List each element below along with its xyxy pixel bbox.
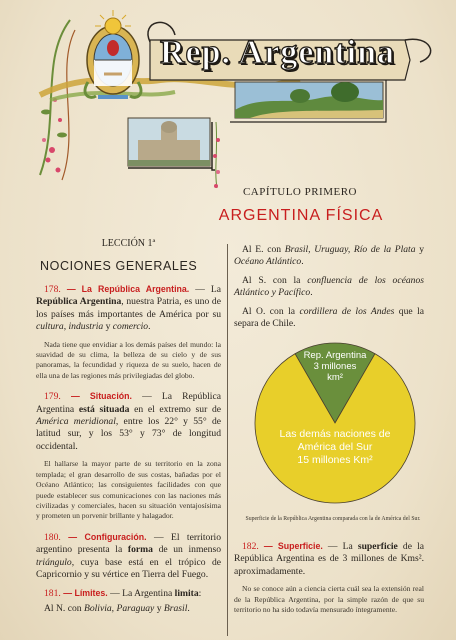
- text: — La Argentina: [107, 588, 175, 600]
- limit-east: [234, 244, 424, 269]
- text: que la separa de Chile.: [234, 305, 425, 330]
- limit-north: [36, 603, 221, 615]
- text: de la República Argentina es de 3 millones de Kms². aproximadamente.: [234, 541, 424, 577]
- text: :: [198, 588, 202, 600]
- paragraph-heading: — Situación.: [70, 391, 132, 402]
- ornamental-banner-art: [0, 0, 456, 190]
- paragraph-178: [36, 283, 221, 334]
- slice-label-argentina: [252, 350, 418, 383]
- bold-text: limita: [174, 588, 199, 600]
- right-column-lower: [234, 540, 424, 624]
- text: — La: [322, 541, 358, 552]
- text: — La: [189, 284, 221, 295]
- text: Al N. con: [44, 602, 84, 614]
- lesson-label: LECCIÓN 1ª: [101, 238, 156, 249]
- bold-text: está situada: [78, 403, 130, 415]
- paragraph-number: 182.: [242, 541, 259, 552]
- paragraph-number: 180.: [44, 531, 61, 543]
- text: ,: [63, 321, 69, 333]
- italic-text: industria: [68, 321, 104, 333]
- bold-text: República Argentina: [36, 296, 122, 308]
- text: .: [301, 256, 304, 268]
- paragraph-182: [234, 540, 424, 578]
- italic-text: cultura: [36, 321, 64, 333]
- slice-label-line: América del Sur: [297, 441, 373, 453]
- paragraph-heading: — Límites.: [63, 588, 108, 599]
- slice-label-line: km²: [327, 372, 343, 383]
- right-column: [234, 244, 424, 336]
- text: .: [187, 602, 190, 614]
- text: y: [103, 321, 113, 333]
- chart-caption: Superficie de la República Argentina comparada con la de América del Sur.: [245, 516, 421, 522]
- column-divider: [227, 244, 228, 636]
- paragraph-180: [36, 531, 221, 582]
- left-column: [36, 232, 221, 621]
- text: en el extremo sur de: [129, 403, 221, 415]
- text: .: [148, 321, 151, 333]
- text: .: [310, 287, 313, 299]
- bold-text: superficie: [357, 541, 398, 552]
- paragraph-182-note: No se conoce aún a ciencia cierta cuál sea la extensión real de la República Argentina, por la simple razón de que su territorio no ha sido todavía mensurado íntegramente.: [234, 584, 424, 615]
- italic-text: triángulo: [36, 556, 72, 568]
- italic-text: Océano Atlántico: [234, 256, 302, 268]
- slice-label-line: 15 millones Km²: [297, 454, 373, 466]
- chapter-label: CAPÍTULO PRIMERO: [242, 186, 358, 198]
- area-comparison-pie-chart: [252, 340, 418, 506]
- text: , nuestra Patria, es uno de los países más importantes de América por su: [36, 296, 221, 320]
- text: y: [154, 602, 164, 614]
- text: , cuya base está en el trópico de Capricornio y su vértice en Tierra del Fuego.: [36, 556, 221, 580]
- text: , entre los 22° y 55° de latitud sur, y los 53° y 73° de longitud occidental.: [36, 416, 221, 452]
- paragraph-179: [36, 390, 221, 453]
- slice-label-line: 3 millones: [313, 361, 357, 372]
- section-title: NOCIONES GENERALES: [40, 259, 198, 273]
- paragraph-number: 179.: [44, 391, 61, 403]
- limit-west: [234, 306, 424, 331]
- paragraph-heading: — Superficie.: [263, 541, 323, 551]
- text: Al O. con la: [242, 305, 300, 317]
- italic-text: América meridional: [36, 416, 116, 428]
- text: Al E. con: [242, 244, 285, 255]
- paragraph-heading: — La República Argentina.: [66, 284, 190, 294]
- chapter-title: ARGENTINA FÍSICA: [218, 207, 384, 224]
- slice-label-line: Rep. Argentina: [303, 350, 367, 361]
- text: Al S. con la: [242, 274, 308, 286]
- paragraph-181: [36, 587, 221, 600]
- header-illustration: [0, 0, 456, 190]
- paragraph-178-note: Nada tiene que envidiar a los demás países del mundo: la suavidad de su clima, la belleza de su cielo y de sus panoramas, la fecundidad y riqueza de su suelo, hacen de ella una de las regiones más privilegiadas del globo.: [36, 339, 221, 380]
- paragraph-number: 181.: [44, 588, 61, 600]
- text: — El territorio argentino presenta la: [36, 531, 221, 556]
- text: y: [415, 244, 424, 255]
- italic-text: comercio: [112, 321, 149, 333]
- paragraph-number: 178.: [44, 284, 61, 295]
- italic-text: Bolivia, Paraguay: [83, 602, 155, 614]
- page-banner-title: Rep. Argentina: [160, 34, 395, 71]
- slice-label-rest: [252, 428, 418, 467]
- paragraph-heading: — Configuración.: [68, 531, 147, 542]
- italic-text: Brasil, Uruguay, Río de la Plata: [284, 244, 416, 255]
- slice-label-line: Las demás naciones de: [279, 428, 391, 440]
- limit-south: [234, 275, 424, 300]
- paragraph-179-note: El hallarse la mayor parte de su territorio en la zona templada; el gran desarrollo de sus costas, bañadas por el Océano Atlántico; las consiguientes facilidades con que puede establecer sus comunicaciones con las naciones más civilizadas y comerciales, hacen su situación ventajosísima y prometen un porvenir brillante y halagador.: [36, 459, 221, 521]
- italic-text: Brasil: [163, 602, 188, 614]
- italic-text: confluencia de los océanos Atlántico y Pacífico: [234, 274, 424, 299]
- text: — La República Argentina: [36, 391, 221, 415]
- bold-text: forma: [127, 544, 153, 556]
- text: de un inmenso: [152, 544, 222, 556]
- italic-text: cordillera de los Andes: [299, 305, 395, 317]
